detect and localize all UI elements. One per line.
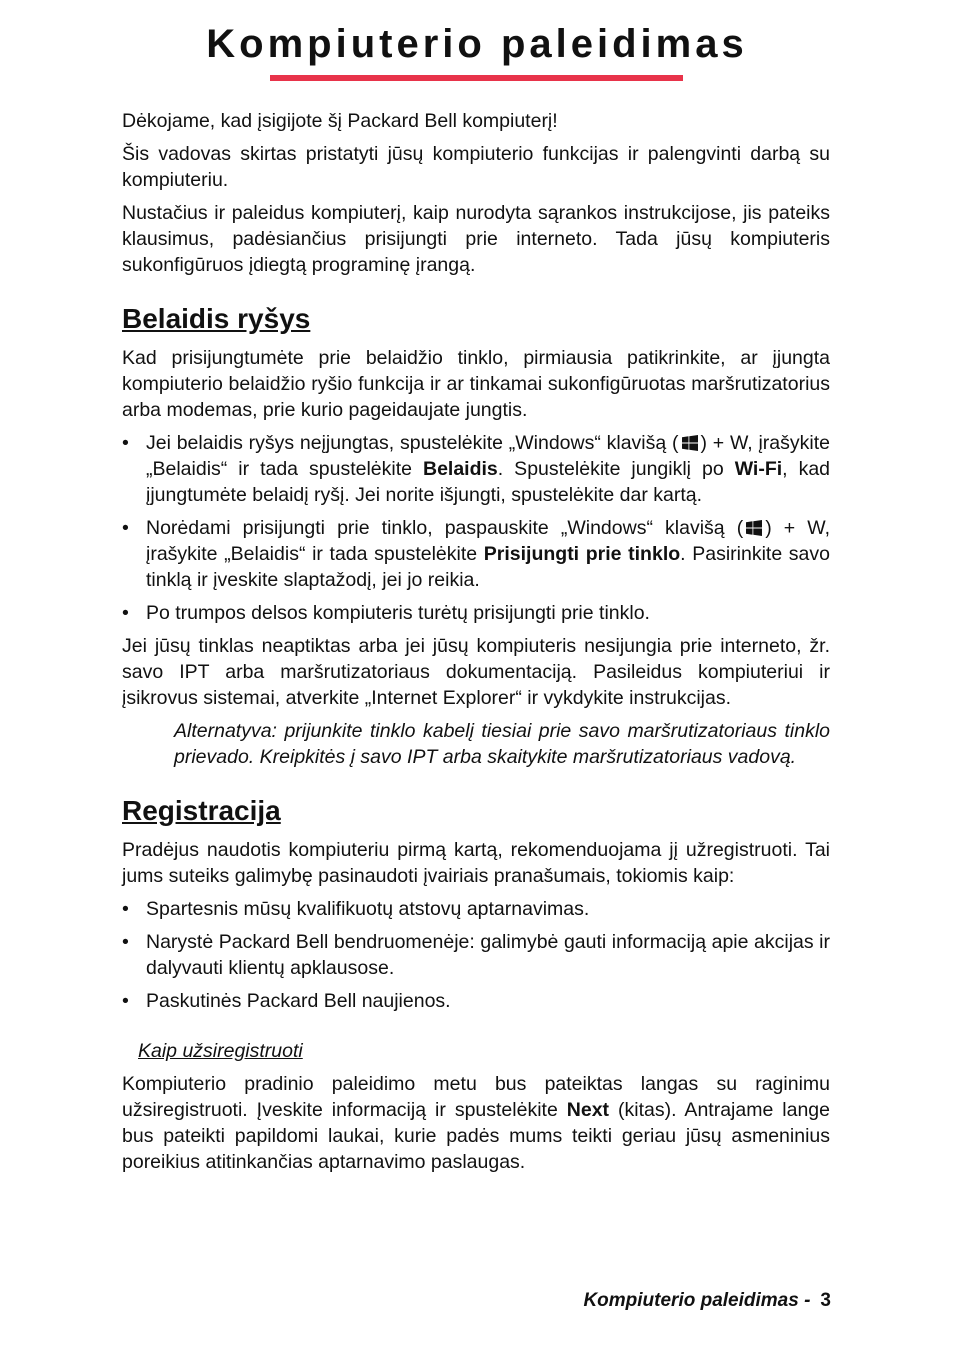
list-item	[122, 929, 830, 981]
bullet-text: . Spustelėkite jungiklį po	[497, 458, 735, 480]
intro-thanks: Dėkojame, kad įsigijote šį Packard Bell kompiuterį!	[122, 110, 558, 132]
ui-term-belaidis: Belaidis	[422, 458, 498, 480]
page-content	[122, 108, 830, 1182]
bullet-marker: •	[122, 517, 129, 539]
bullet-text: Paskutinės Packard Bell naujienos.	[146, 990, 451, 1012]
intro-setup: Nustačius ir paleidus kompiuterį, kaip nurodyta sąrankos instrukcijose, jis pateiks klausimus, padėsiančius prisijungti prie interneto. Tada jūsų kompiuteris sukonfigūruos įdiegtą programinę įrangą.	[122, 202, 830, 276]
page-title: Kompiuterio paleidimas	[206, 22, 748, 66]
intro-purpose: Šis vadovas skirtas pristatyti jūsų kompiuterio funkcijas ir palengvinti darbą su kompiuteriu.	[122, 143, 830, 191]
instructions-text: Kompiuterio pradinio paleidimo metu bus pateiktas langas su raginimu užsiregistruoti. Įveskite informaciją ir spustelėkite	[122, 1073, 830, 1121]
bullet-text: Narystė Packard Bell bendruomenėje: galimybė gauti informaciją apie akcijas ir dalyvauti klientų apklausose.	[146, 931, 830, 979]
bullet-marker: •	[122, 990, 129, 1012]
page-footer	[583, 1290, 831, 1312]
instructions-text: (kitas). Antrajame lange bus pateikti papildomi laukai, kurie padės mums teikti geriau jūsų asmeninius poreikius atitinkančias aptarnavimo paslaugas.	[122, 1099, 830, 1173]
bullet-marker: •	[122, 931, 129, 953]
bullet-marker: •	[122, 602, 129, 624]
how-to-register-subheading: Kaip užsiregistruoti	[138, 1040, 303, 1062]
bullet-text: Jei belaidis ryšys neįjungtas, spustelėkite „Windows“ klavišą (	[146, 432, 679, 454]
list-item	[122, 896, 830, 922]
bullet-marker: •	[122, 898, 129, 920]
bullet-text: ) + W, įrašykite „Belaidis“ ir tada spustelėkite	[146, 432, 830, 480]
footer-chapter-label: Kompiuterio paleidimas -	[583, 1290, 811, 1311]
ui-term-connect: Prisijungti prie tinklo	[483, 543, 681, 565]
registration-heading: Registracija	[122, 795, 281, 826]
wireless-troubleshoot: Jei jūsų tinklas neaptiktas arba jei jūsų kompiuteris nesijungia prie interneto, žr. savo IPT arba maršrutizatoriaus dokumentaciją. Pasileidus kompiuteriui ir įsikrovus sistemai, atverkite „Internet Explorer“ ir vykdykite instrukcijas.	[122, 635, 830, 709]
registration-instructions	[122, 1071, 830, 1175]
list-item	[122, 988, 830, 1014]
windows-logo-icon	[746, 520, 762, 536]
windows-logo-icon	[682, 435, 698, 451]
wireless-steps-list	[122, 430, 830, 626]
page-number: 3	[820, 1290, 831, 1311]
bullet-marker: •	[122, 432, 129, 454]
bullet-text: Norėdami prisijungti prie tinklo, paspauskite „Windows“ klavišą (	[146, 517, 744, 539]
ui-term-next: Next	[566, 1099, 610, 1121]
title-underline-rule	[270, 75, 683, 81]
registration-benefits-list	[122, 896, 830, 1014]
bullet-text: . Pasirinkite savo tinklą ir įveskite slaptažodį, jei jo reikia.	[146, 543, 830, 591]
list-item	[122, 600, 830, 626]
list-item	[122, 430, 830, 508]
bullet-text: , kad įjungtumėte belaidį ryšį. Jei norite išjungti, spustelėkite dar kartą.	[146, 458, 831, 506]
bullet-text: ) + W, įrašykite „Belaidis“ ir tada spustelėkite	[146, 517, 830, 565]
list-item	[122, 515, 830, 593]
ui-term-wifi: Wi-Fi	[734, 458, 783, 480]
registration-intro: Pradėjus naudotis kompiuteriu pirmą kartą, rekomenduojama jį užregistruoti. Tai jums suteiks galimybę pasinaudoti įvairiais pranašumais, tokiomis kaip:	[122, 839, 830, 887]
wireless-note: Alternatyva: prijunkite tinklo kabelį tiesiai prie savo maršrutizatoriaus tinklo prievado. Kreipkitės į savo IPT arba skaitykite maršrutizatoriaus vadovą.	[174, 720, 830, 768]
bullet-text: Po trumpos delsos kompiuteris turėtų prisijungti prie tinklo.	[146, 602, 650, 624]
wireless-heading: Belaidis ryšys	[122, 303, 311, 334]
bullet-text: Spartesnis mūsų kvalifikuotų atstovų aptarnavimas.	[146, 898, 590, 920]
wireless-intro: Kad prisijungtumėte prie belaidžio tinklo, pirmiausia patikrinkite, ar įjungta kompiuterio belaidžio ryšio funkcija ir ar tinkamai sukonfigūruotas maršrutizatorius arba modemas, prie kurio pageidaujate jungtis.	[122, 347, 830, 421]
